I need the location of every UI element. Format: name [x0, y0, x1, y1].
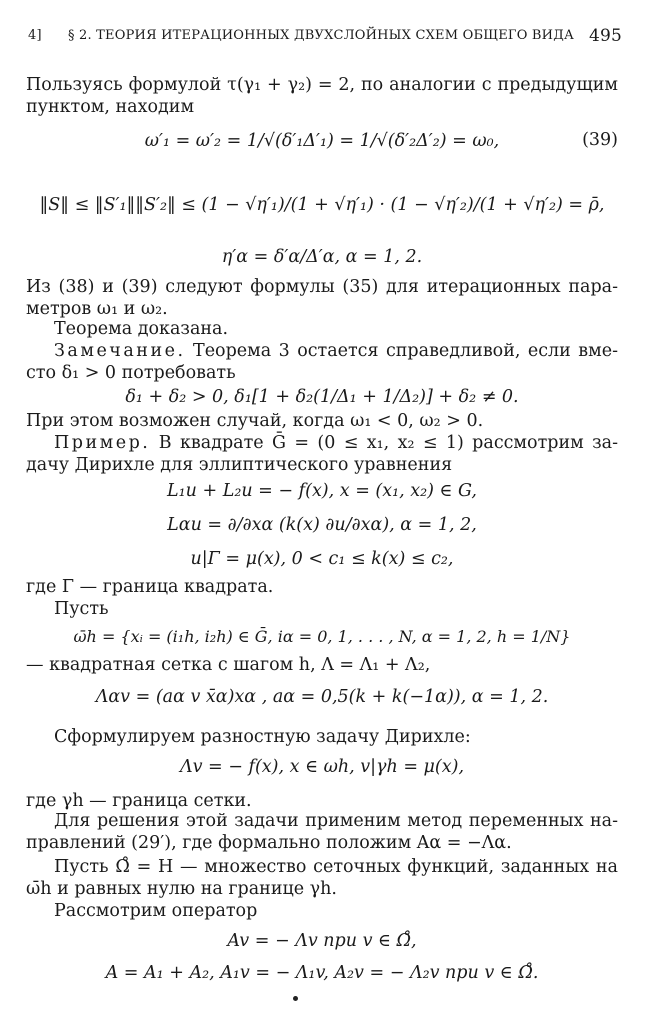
equation-difference-problem: Λv = − f(x), x ∈ ωh, v|γh = μ(x),: [179, 757, 465, 777]
running-title: § 2. ТЕОРИЯ ИТЕРАЦИОННЫХ ДВУХСЛОЙНЫХ СХЕМ ОБЩЕГО ВИДА: [68, 28, 575, 43]
equation-eta: η′α = δ′α/Δ′α, α = 1, 2.: [221, 247, 423, 267]
paragraph-line: Пусть: [54, 599, 109, 619]
paragraph-line: При этом возможен случай, когда ω₁ < 0, ω₂ > 0.: [26, 411, 484, 431]
equation-boundary: u|Γ = μ(x), 0 < c₁ ≤ k(x) ≤ c₂,: [190, 549, 454, 569]
equation-operator-A: Av = − Λv при v ∈ Ω̊,: [227, 931, 417, 951]
paragraph-line: дачу Дирихле для эллиптического уравнения: [26, 455, 453, 475]
paragraph-line: Сформулируем разностную задачу Дирихле:: [54, 727, 471, 747]
paragraph-line: Рассмотрим оператор: [54, 901, 258, 921]
equation-number: (39): [582, 130, 618, 150]
paragraph-line: Для решения этой задачи применим метод переменных на-: [54, 811, 618, 831]
paragraph-line: Пользуясь формулой τ(γ₁ + γ₂) = 2, по аналогии с предыдущим: [26, 75, 618, 95]
page-dot-mark: [293, 996, 298, 1001]
paragraph-line: Пусть Ω̊ = H — множество сеточных функций, заданных на: [54, 857, 618, 877]
page-number: 495: [588, 26, 622, 46]
paragraph-line: — квадратная сетка с шагом h, Λ = Λ₁ + Λ₂,: [26, 655, 431, 675]
paragraph-line: ω̄h и равных нулю на границе γh.: [26, 879, 337, 899]
equation-grid: ω̄h = {xᵢ = (i₁h, i₂h) ∈ Ḡ, iα = 0, 1, . . . , N, α = 1, 2, h = 1/N}: [73, 627, 571, 646]
theorem-proved-line: Теорема доказана.: [54, 319, 229, 339]
equation-delta-condition: δ₁ + δ₂ > 0, δ₁[1 + δ₂(1/Δ₁ + 1/Δ₂)] + δ₂ ≠ 0.: [125, 387, 519, 407]
remark-text: Теорема 3 остается справедливой, если вме-: [193, 341, 618, 361]
example-line: [54, 432, 618, 454]
running-header: [28, 28, 622, 50]
paragraph-line: Из (38) и (39) следуют формулы (35) для итерационных пара-: [26, 277, 618, 297]
equation-elliptic: L₁u + L₂u = − f(x), x = (x₁, x₂) ∈ G,: [167, 481, 477, 501]
paragraph-line: метров ω₁ и ω₂.: [26, 299, 168, 319]
paragraph-line: где Γ — граница квадрата.: [26, 577, 274, 597]
section-mark: 4]: [28, 28, 42, 43]
equation-operator-split: A = A₁ + A₂, A₁v = − Λ₁v, A₂v = − Λ₂v при v ∈ Ω̊.: [105, 963, 539, 983]
equation-lambda: Λαv = (aα v x̄α)xα , aα = 0,5(k + k(−1α)), α = 1, 2.: [95, 687, 549, 707]
paragraph-line: сто δ₁ > 0 потребовать: [26, 363, 236, 383]
equation-norm-bound: ‖S‖ ≤ ‖S′₁‖‖S′₂‖ ≤ (1 − √η′₁)/(1 + √η′₁) · (1 − √η′₂)/(1 + √η′₂) = ρ̄,: [39, 195, 605, 215]
equation-39: ω′₁ = ω′₂ = 1/√(δ′₁Δ′₁) = 1/√(δ′₂Δ′₂) = ω₀,: [144, 131, 500, 151]
remark-line: [54, 340, 618, 362]
remark-label: Замечание.: [54, 341, 186, 361]
paragraph-line: где γh — граница сетки.: [26, 791, 252, 811]
equation-operator-L: Lαu = ∂/∂xα (k(x) ∂u/∂xα), α = 1, 2,: [167, 515, 477, 535]
example-text: В квадрате Ḡ = (0 ≤ x₁, x₂ ≤ 1) рассмотрим за-: [158, 433, 618, 453]
example-label: Пример.: [54, 433, 151, 453]
paragraph-line: пунктом, находим: [26, 97, 195, 117]
paragraph-line: правлений (29′), где формально положим Aα = −Λα.: [26, 833, 512, 853]
